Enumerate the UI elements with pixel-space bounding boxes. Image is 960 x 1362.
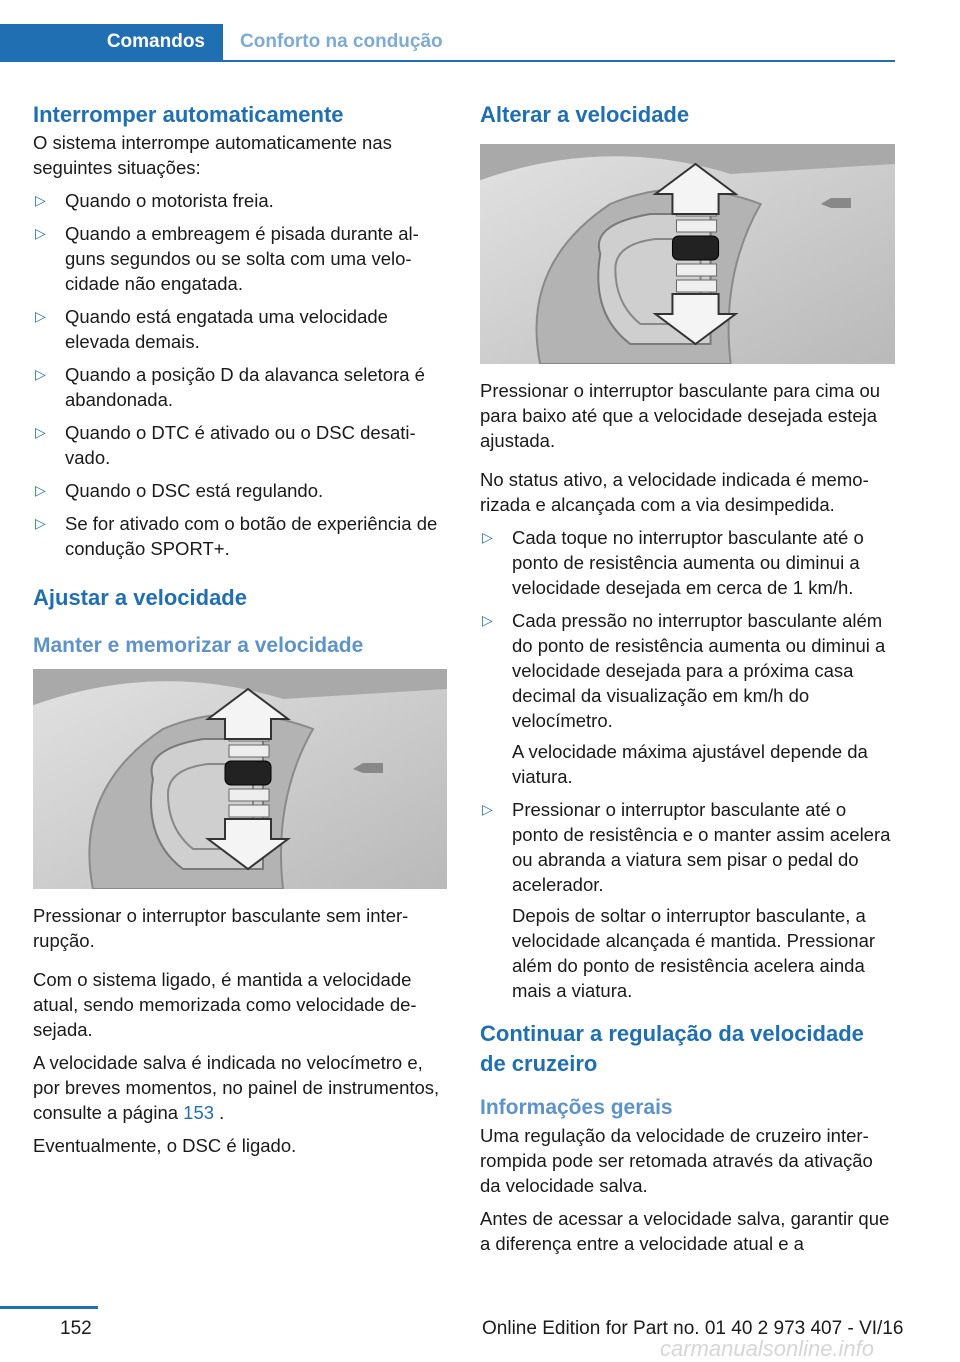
triangle-bullet-icon: ▷ xyxy=(35,482,46,498)
list-item-text: Quando a embreagem é pisada durante alguns segundos ou se solta com uma velocidade não engatada. xyxy=(65,223,419,294)
list-item-text: Cada toque no interruptor basculante até o ponto de resistência aumenta ou diminui a velocidade desejada em cerca de 1 km/h. xyxy=(512,527,864,598)
speed-change-list xyxy=(480,525,895,1003)
header-tabbar xyxy=(0,24,895,62)
list-item xyxy=(480,797,895,1003)
velocidade-salva-text: A velocidade salva é indicada no velocímetro e, por breves momentos, no painel de instrumentos, consulte a página xyxy=(33,1052,440,1123)
paragraph-pressionar-cima: Pressionar o interruptor basculante para cima ou para baixo até que a velocidade desejada esteja ajustada. xyxy=(480,380,881,451)
triangle-bullet-icon: ▷ xyxy=(482,529,493,545)
tab-conforto[interactable] xyxy=(240,24,443,60)
triangle-bullet-icon: ▷ xyxy=(35,308,46,324)
steering-wheel-rocker-switch-figure xyxy=(33,669,447,889)
list-item-text: Quando está engatada uma velocidade elevada demais. xyxy=(65,306,388,352)
triangle-bullet-icon: ▷ xyxy=(35,225,46,241)
paragraph-antes: Antes de acessar a velocidade salva, garantir que a diferença entre a velocidade atual e a xyxy=(480,1208,890,1254)
list-item-subtext: A velocidade máxima ajustável depende da viatura. xyxy=(512,741,868,787)
list-item-text: Se for ativado com o botão de experiência de condução SPORT+. xyxy=(65,513,438,559)
list-item-text: Cada pressão no interruptor basculante além do ponto de resistência aumenta ou diminui a velocidade desejada para a próxima casa decimal da visualização em km/h do velocímetro. xyxy=(512,610,886,731)
list-item-text: Quando o DTC é ativado ou o DSC desativado. xyxy=(65,422,416,468)
paragraph-status: No status ativo, a velocidade indicada é memorizada e alcançada com a via desimpedida. xyxy=(480,469,869,515)
triangle-bullet-icon: ▷ xyxy=(35,192,46,208)
heading-continuar: Continuar a regulação da velocidade de cruzeiro xyxy=(480,1021,864,1076)
list-item-text: Quando o motorista freia. xyxy=(65,190,274,211)
page-link[interactable]: 153 xyxy=(183,1102,215,1123)
list-item-text: Pressionar o interruptor basculante até o ponto de resistência e o manter assim acelera ou abranda a viatura sem pisar o pedal do acelerador. xyxy=(512,799,891,895)
paragraph-uma-regulacao: Uma regulação da velocidade de cruzeiro interrompida pode ser retomada através da ativação da velocidade salva. xyxy=(480,1125,873,1196)
heading-informacoes: Informações gerais xyxy=(480,1096,673,1119)
page-number: 152 xyxy=(60,1318,92,1339)
triangle-bullet-icon: ▷ xyxy=(482,612,493,628)
paragraph-intro: O sistema interrompe automaticamente nas seguintes situações: xyxy=(33,132,392,178)
list-item xyxy=(33,221,447,296)
paragraph-eventualmente: Eventualmente, o DSC é ligado. xyxy=(33,1135,297,1156)
list-item-text: Quando o DSC está regulando. xyxy=(65,480,324,501)
watermark: carmanualsonline.info xyxy=(660,1336,875,1361)
heading-alterar: Alterar a velocidade xyxy=(480,102,690,127)
velocidade-salva-end: . xyxy=(214,1102,225,1123)
edition-label: Online Edition for Part no. 01 40 2 973 407 - VI/16 xyxy=(482,1318,904,1339)
list-item xyxy=(33,362,447,412)
list-item xyxy=(480,525,895,600)
heading-manter: Manter e memorizar a velocidade xyxy=(33,634,364,657)
paragraph-pressionar: Pressionar o interruptor basculante sem interrupção. xyxy=(33,905,409,951)
heading-interromper: Interromper automaticamente xyxy=(33,102,344,127)
footer-rule xyxy=(0,1306,98,1309)
list-item-text: Quando a posição D da alavanca seletora é abandonada. xyxy=(65,364,425,410)
tab-conforto-label: Conforto na condução xyxy=(240,31,443,52)
triangle-bullet-icon: ▷ xyxy=(482,801,493,817)
list-item xyxy=(33,511,447,561)
triangle-bullet-icon: ▷ xyxy=(35,515,46,531)
tab-comandos-label: Comandos xyxy=(106,31,205,52)
steering-wheel-rocker-switch-figure xyxy=(480,144,895,364)
tab-comandos[interactable] xyxy=(0,24,223,60)
heading-ajustar: Ajustar a velocidade xyxy=(33,585,247,610)
paragraph-com-sistema: Com o sistema ligado, é mantida a velocidade atual, sendo memorizada como velocidade desejada. xyxy=(33,969,417,1040)
list-item xyxy=(33,188,447,213)
triangle-bullet-icon: ▷ xyxy=(35,366,46,382)
paragraph-velocidade-salva xyxy=(33,1050,447,1125)
interrupt-list xyxy=(33,188,447,561)
tab-underline xyxy=(0,60,895,62)
list-item xyxy=(33,478,447,503)
right-column xyxy=(480,100,895,1264)
list-item xyxy=(480,608,895,789)
list-item xyxy=(33,420,447,470)
list-item-subtext: Depois de soltar o interruptor basculante, a velocidade alcançada é mantida. Pressionar além do ponto de resistência acelera ainda mais a viatura. xyxy=(512,905,876,1001)
list-item xyxy=(33,304,447,354)
left-column xyxy=(33,100,447,1166)
triangle-bullet-icon: ▷ xyxy=(35,424,46,440)
